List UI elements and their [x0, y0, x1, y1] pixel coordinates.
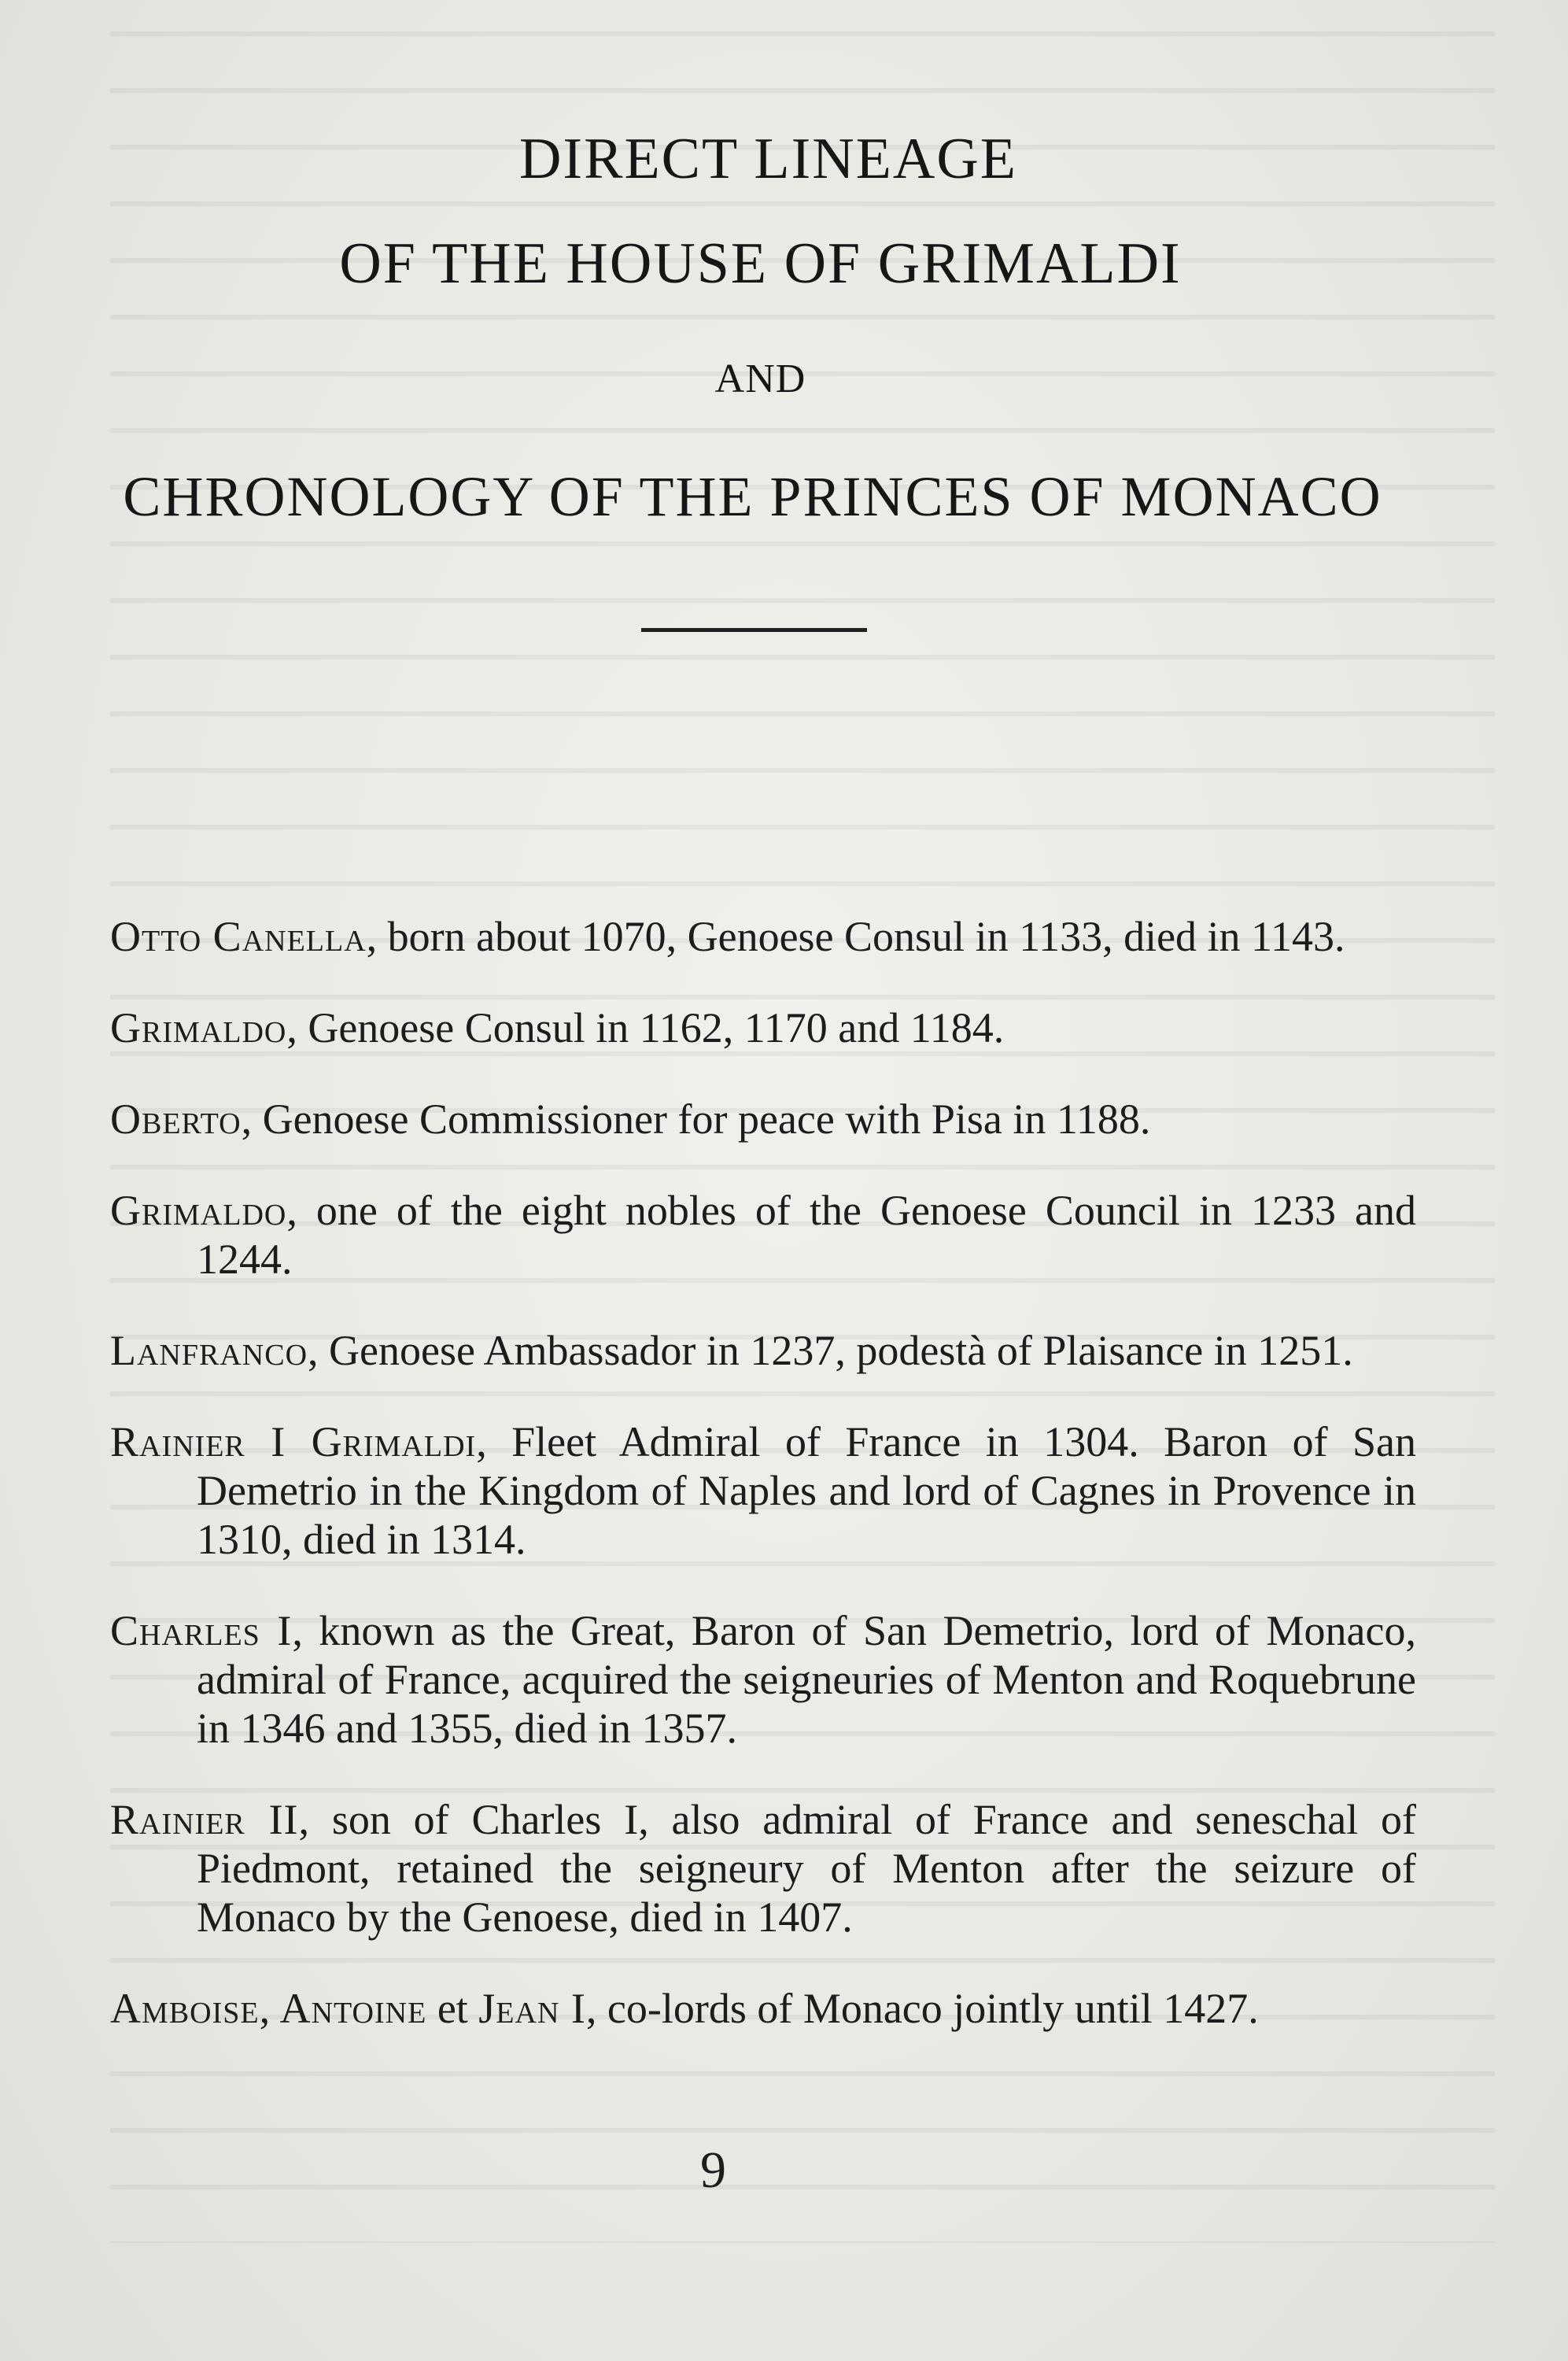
entry-text: , Genoese Consul in 1162, 1170 and 1184.: [286, 1004, 1005, 1051]
lineage-entry: [110, 1795, 1416, 1942]
heading-divider: [641, 628, 867, 632]
entry-name: Oberto: [110, 1096, 242, 1143]
entry-text: , co-lords of Monaco jointly until 1427.: [585, 1985, 1259, 2032]
entry-name: Rainier I Grimaldi: [110, 1418, 477, 1465]
lineage-entry: [110, 1417, 1416, 1564]
lineage-list: [110, 870, 1416, 2052]
lineage-entry: [110, 1003, 1416, 1052]
entry-name: Amboise, Antoine: [110, 1985, 427, 2032]
heading-line-1: DIRECT LINEAGE: [519, 127, 1017, 191]
lineage-entry: [110, 1984, 1416, 2033]
entry-text: , born about 1070, Genoese Consul in 1133, died in 1143.: [366, 913, 1345, 960]
lineage-entry: [110, 1606, 1416, 1753]
entry-name: Grimaldo: [110, 1004, 287, 1051]
entry-text: , known as the Great, Baron of San Demetrio, lord of Monaco, admiral of France, acquired the seigneuries of Menton and Roquebrune in 1346 and 1355, died in 1357.: [197, 1607, 1416, 1752]
lineage-entry: [110, 1095, 1416, 1144]
lineage-entry: [110, 912, 1416, 961]
heading-line-3: CHRONOLOGY OF THE PRINCES OF MONACO: [123, 465, 1382, 528]
heading-conjunction: AND: [714, 357, 806, 401]
entry-name-2: Jean I: [478, 1985, 586, 2032]
entry-text: , Genoese Commissioner for peace with Pisa in 1188.: [241, 1096, 1151, 1143]
entry-name: Lanfranco: [110, 1327, 308, 1374]
entry-text: , Fleet Admiral of France in 1304. Baron of San Demetrio in the Kingdom of Naples and lord of Cagnes in Provence in 1310, died in 1314.: [197, 1418, 1416, 1563]
entry-text: , one of the eight nobles of the Genoese Council in 1233 and 1244.: [197, 1187, 1416, 1283]
entry-name: Grimaldo: [110, 1187, 287, 1234]
heading-line-2: OF THE HOUSE OF GRIMALDI: [339, 231, 1182, 296]
lineage-entry: [110, 1326, 1416, 1375]
lineage-entry: [110, 1186, 1416, 1284]
entry-name: Charles I: [110, 1607, 293, 1654]
entry-name: Rainier II: [110, 1796, 299, 1843]
entry-connector: et: [426, 1985, 479, 2032]
entry-text: , son of Charles I, also admiral of France and seneschal of Piedmont, retained the seigneury of Menton after the seizure of Monaco by the Genoese, died in 1407.: [197, 1796, 1416, 1941]
page-number: 9: [700, 2141, 726, 2199]
entry-text: , Genoese Ambassador in 1237, podestà of Plaisance in 1251.: [308, 1327, 1353, 1374]
entry-name: Otto Canella: [110, 913, 367, 960]
